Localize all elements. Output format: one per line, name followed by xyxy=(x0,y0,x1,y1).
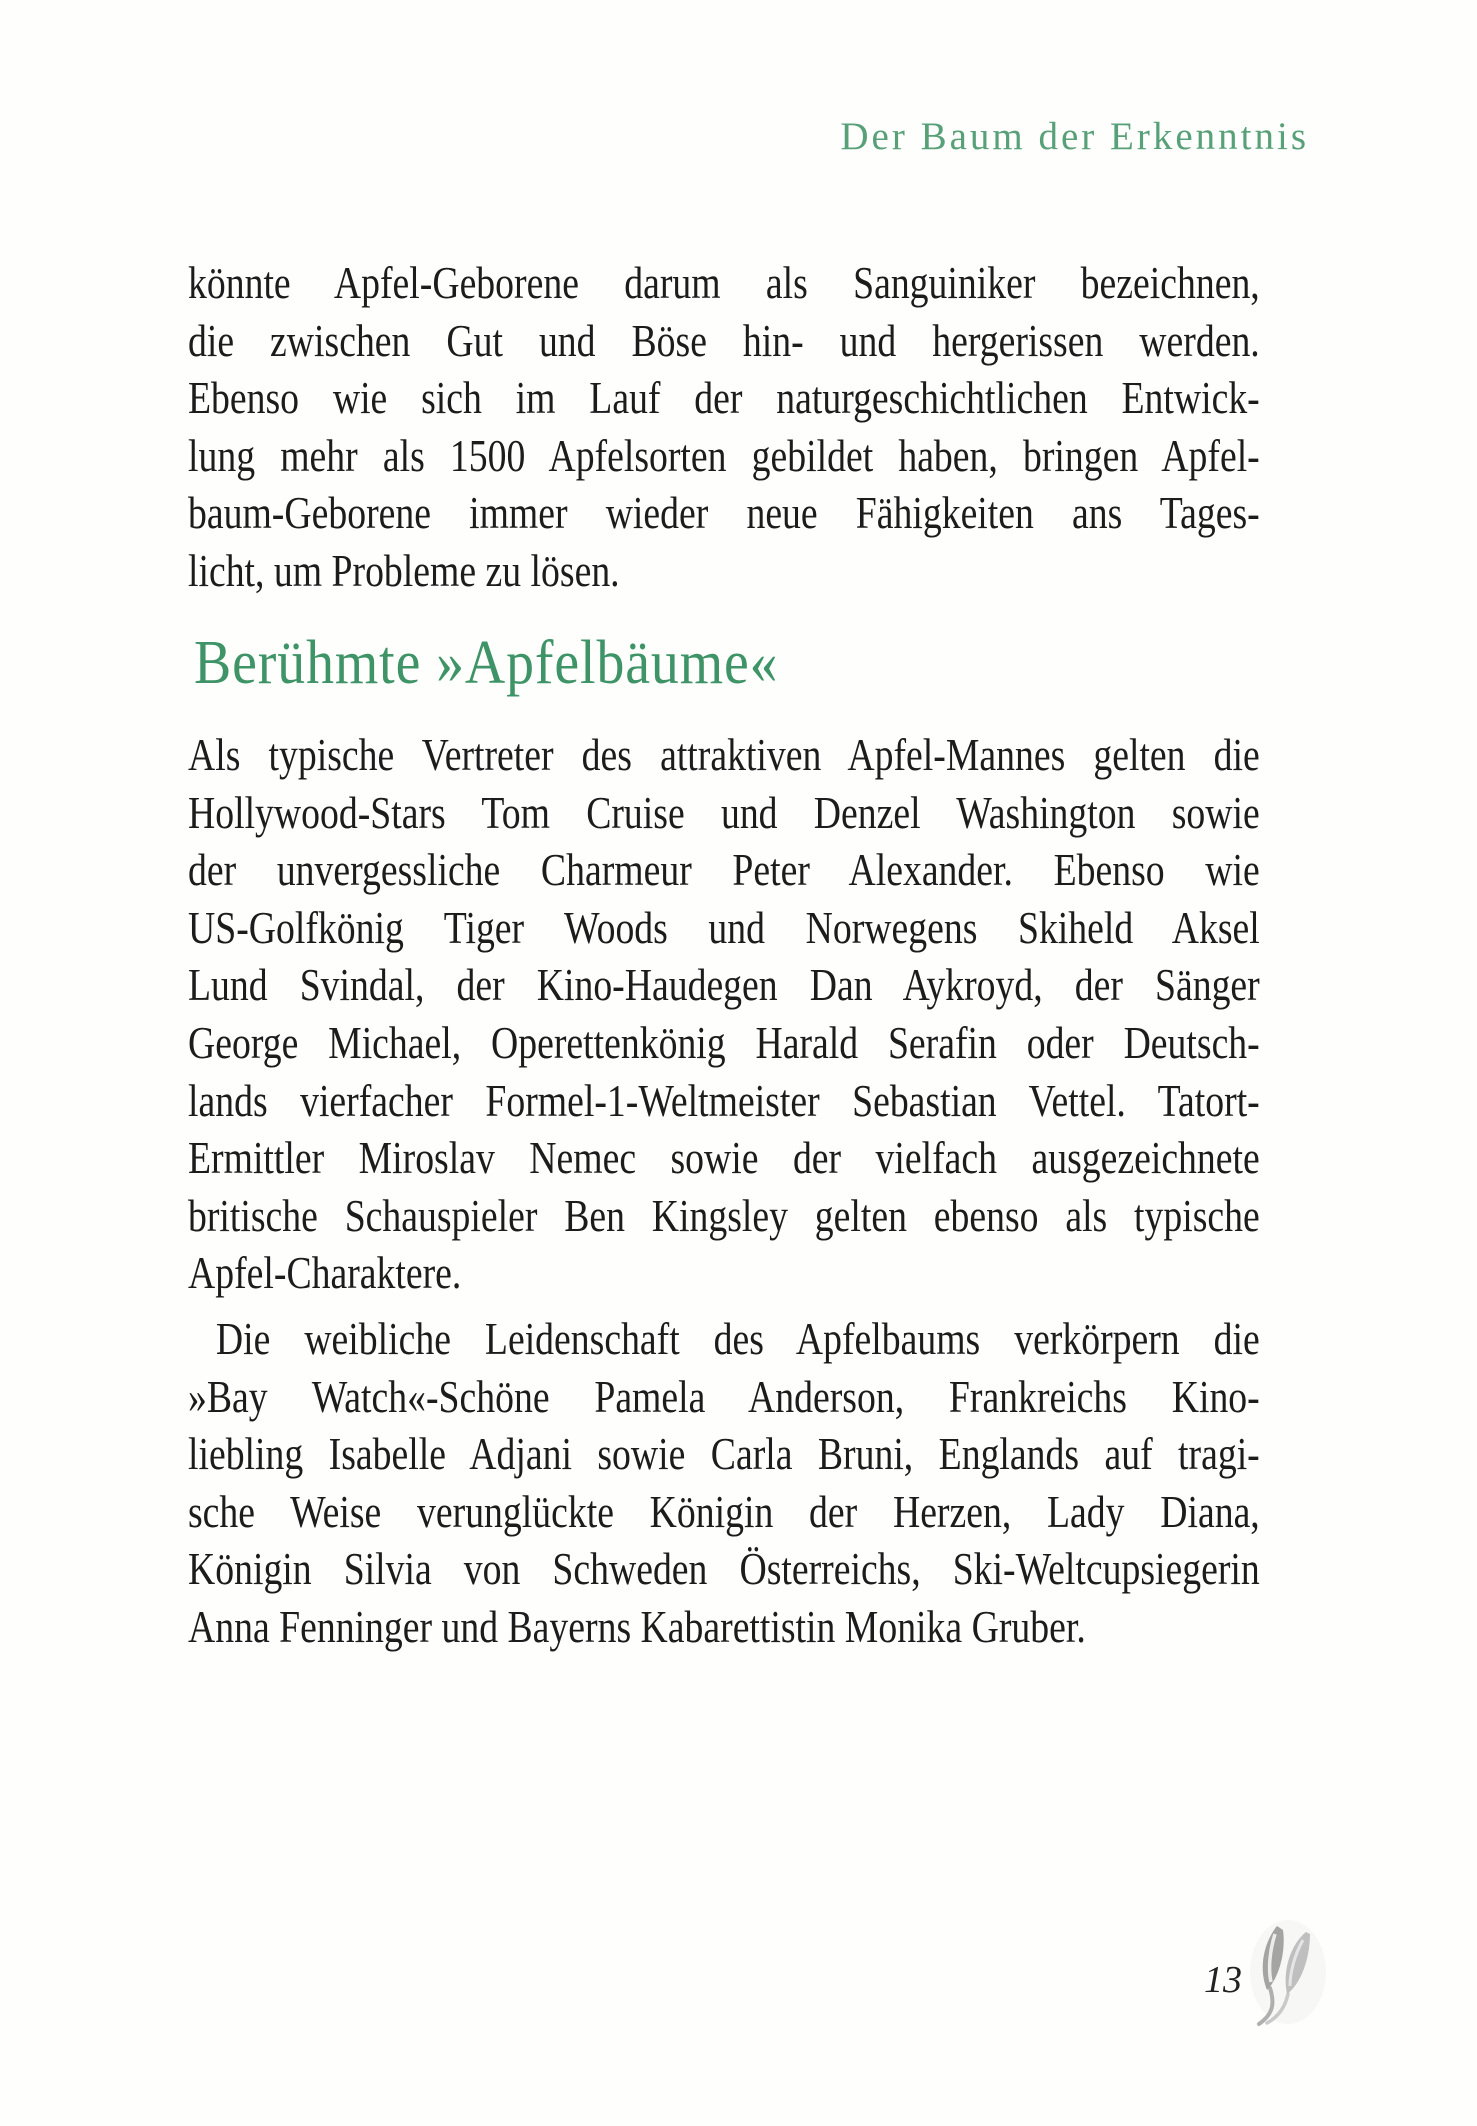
text-line: lung mehr als 1500 Apfelsorten gebildet haben, bringen Apfel- xyxy=(188,429,1260,481)
leaf-ornament-icon xyxy=(1246,1916,1330,2032)
text-line: lands vierfacher Formel-1-Weltmeister Sebastian Vettel. Tatort- xyxy=(188,1074,1260,1126)
paragraph-1 xyxy=(188,254,1260,600)
text-line: Königin Silvia von Schweden Österreichs, Ski-Weltcupsiegerin xyxy=(188,1543,1260,1595)
text-line: Ermittler Miroslav Nemec sowie der vielfach ausgezeichnete xyxy=(188,1132,1260,1184)
text-line: licht, um Probleme zu lösen. xyxy=(188,544,620,596)
paragraph-2 xyxy=(188,726,1260,1302)
text-line: Ebenso wie sich im Lauf der naturgeschichtlichen Entwick- xyxy=(188,372,1260,424)
text-line: US-Golfkönig Tiger Woods und Norwegens Skiheld Aksel xyxy=(188,901,1260,953)
text-line: britische Schauspieler Ben Kingsley gelten ebenso als typische xyxy=(188,1189,1260,1241)
paragraph-3 xyxy=(188,1310,1260,1656)
text-line: baum-Geborene immer wieder neue Fähigkeiten ans Tages- xyxy=(188,487,1260,539)
text-line: sche Weise verunglückte Königin der Herzen, Lady Diana, xyxy=(188,1485,1260,1537)
text-line: Die weibliche Leidenschaft des Apfelbaums verkörpern die xyxy=(215,1313,1260,1364)
text-line: Hollywood-Stars Tom Cruise und Denzel Washington sowie xyxy=(188,786,1260,838)
running-header: Der Baum der Erkenntnis xyxy=(840,115,1309,158)
text-line: Lund Svindal, der Kino-Haudegen Dan Aykroyd, der Sänger xyxy=(188,959,1260,1011)
section-heading: Berühmte »Apfelbäume« xyxy=(194,629,779,697)
text-line: liebling Isabelle Adjani sowie Carla Bruni, Englands auf tragi- xyxy=(188,1428,1260,1480)
text-line: George Michael, Operettenkönig Harald Serafin oder Deutsch- xyxy=(188,1016,1260,1068)
text-line: Als typische Vertreter des attraktiven Apfel-Mannes gelten die xyxy=(188,729,1260,780)
text-line: »Bay Watch«-Schöne Pamela Anderson, Frankreichs Kino- xyxy=(188,1370,1260,1422)
text-line: die zwischen Gut und Böse hin- und hergerissen werden. xyxy=(188,314,1260,366)
text-line: Apfel-Charaktere. xyxy=(188,1247,462,1299)
page-number: 13 xyxy=(1204,1959,1242,2001)
text-line: Anna Fenninger und Bayerns Kabarettistin Monika Gruber. xyxy=(188,1600,1086,1652)
text-line: der unvergessliche Charmeur Peter Alexander. Ebenso wie xyxy=(188,844,1260,896)
text-line: könnte Apfel-Geborene darum als Sanguiniker bezeichnen, xyxy=(188,257,1260,308)
